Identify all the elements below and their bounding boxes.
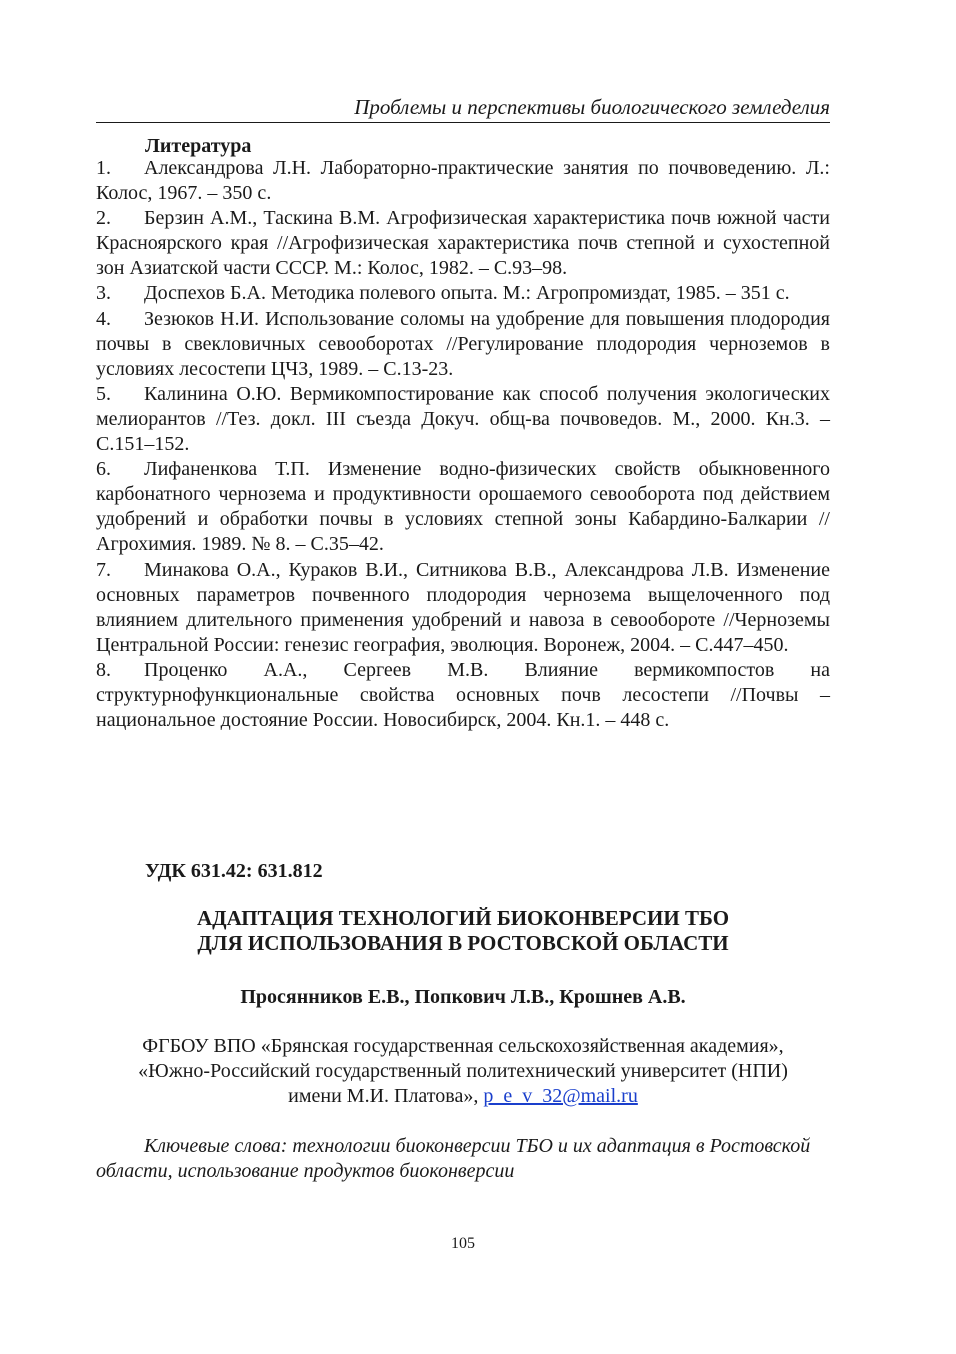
reference-item <box>96 382 830 457</box>
reference-text: Доспехов Б.А. Методика полевого опыта. М.: Агропромиздат, 1985. – 351 с. <box>144 282 790 305</box>
article-authors: Просянников Е.В., Попкович Л.В., Крошнев А.В. <box>240 986 686 1008</box>
references-heading: Литература <box>145 135 252 157</box>
page-number: 105 <box>451 1235 475 1252</box>
reference-number: 4. <box>96 307 111 330</box>
reference-text: Зезюков Н.И. Использование соломы на удобрение для повышения плодородия почвы в свекловичных севооборотах //Регулирование плодородия черноземов в условиях лесостепи ЦЧЗ, 1989. – С.13-23. <box>96 307 830 380</box>
reference-item <box>96 206 830 281</box>
affiliation-line-with-email <box>96 1084 830 1109</box>
keywords: Ключевые слова: технологии биоконверсии ТБО и их адаптация в Ростовской области, использование продуктов биоконверсии <box>96 1135 811 1182</box>
reference-item <box>96 281 830 306</box>
reference-text: Александрова Л.Н. Лабораторно-практические занятия по почвоведению. Л.: Колос, 1967. – 350 с. <box>96 157 830 205</box>
reference-number: 8. <box>96 658 111 681</box>
running-header: Проблемы и перспективы биологического земледелия <box>96 94 830 123</box>
reference-item <box>96 457 830 557</box>
reference-text: Лифаненкова Т.П. Изменение водно-физических свойств обыкновенного карбонатного чернозема и продуктивности орошаемого севооборота под действием удобрений и обработки почвы в условиях степной зоны Кабардино-Балкарии //Агрохимия. 1989. № 8. – С.35–42. <box>96 458 830 556</box>
affiliation-line: ФГБОУ ВПО «Брянская государственная сельскохозяйственная академия», <box>142 1035 784 1057</box>
reference-text: Минакова О.А., Кураков В.И., Ситникова В.В., Александрова Л.В. Изменение основных параметров почвенного плодородия чернозема выщелоченного под влиянием длительного применения удобрений и навоза в севообороте //Черноземы Центральной России: генезис география, эволюция. Воронеж, 2004. – С.447–450. <box>96 558 830 656</box>
reference-number: 6. <box>96 458 111 481</box>
reference-text: Проценко А.А., Сергеев М.В. Влияние вермикомпостов на структурнофункциональные свойства основных почв лесостепи //Почвы – национальное достояние России. Новосибирск, 2004. Кн.1. – 448 с. <box>96 658 830 732</box>
reference-number: 2. <box>96 207 111 230</box>
article-title-line: АДАПТАЦИЯ ТЕХНОЛОГИЙ БИОКОНВЕРСИИ ТБО <box>196 906 730 930</box>
reference-number: 1. <box>96 157 111 179</box>
reference-item <box>96 658 830 733</box>
reference-item <box>96 558 830 658</box>
article-title <box>96 906 830 956</box>
email-link[interactable]: p_e_v_32@mail.ru <box>483 1085 638 1107</box>
reference-number: 7. <box>96 558 111 581</box>
article-title-line: ДЛЯ ИСПОЛЬЗОВАНИЯ В РОСТОВСКОЙ ОБЛАСТИ <box>197 931 729 955</box>
reference-number: 3. <box>96 282 111 305</box>
affiliation <box>96 1034 830 1109</box>
reference-number: 5. <box>96 382 111 405</box>
references-list <box>96 156 830 733</box>
affiliation-line: имени М.И. Платова», <box>288 1085 479 1107</box>
affiliation-line: «Южно-Российский государственный политехнический университет (НПИ) <box>138 1060 788 1082</box>
reference-item <box>96 156 830 206</box>
udk-code: УДК 631.42: 631.812 <box>145 860 323 882</box>
reference-text: Берзин А.М., Таскина В.М. Агрофизическая характеристика почв южной части Красноярского края //Агрофизическая характеристика почв степной и сухостепной зон Азиатской части СССР. М.: Колос, 1982. – С.93–98. <box>96 207 830 280</box>
reference-text: Калинина О.Ю. Вермикомпостирование как способ получения экологических мелиорантов //Тез. докл. III съезда Докуч. общ-ва почвоведов. М., 2000. Кн.3. – С.151–152. <box>96 382 830 456</box>
reference-item <box>96 307 830 382</box>
